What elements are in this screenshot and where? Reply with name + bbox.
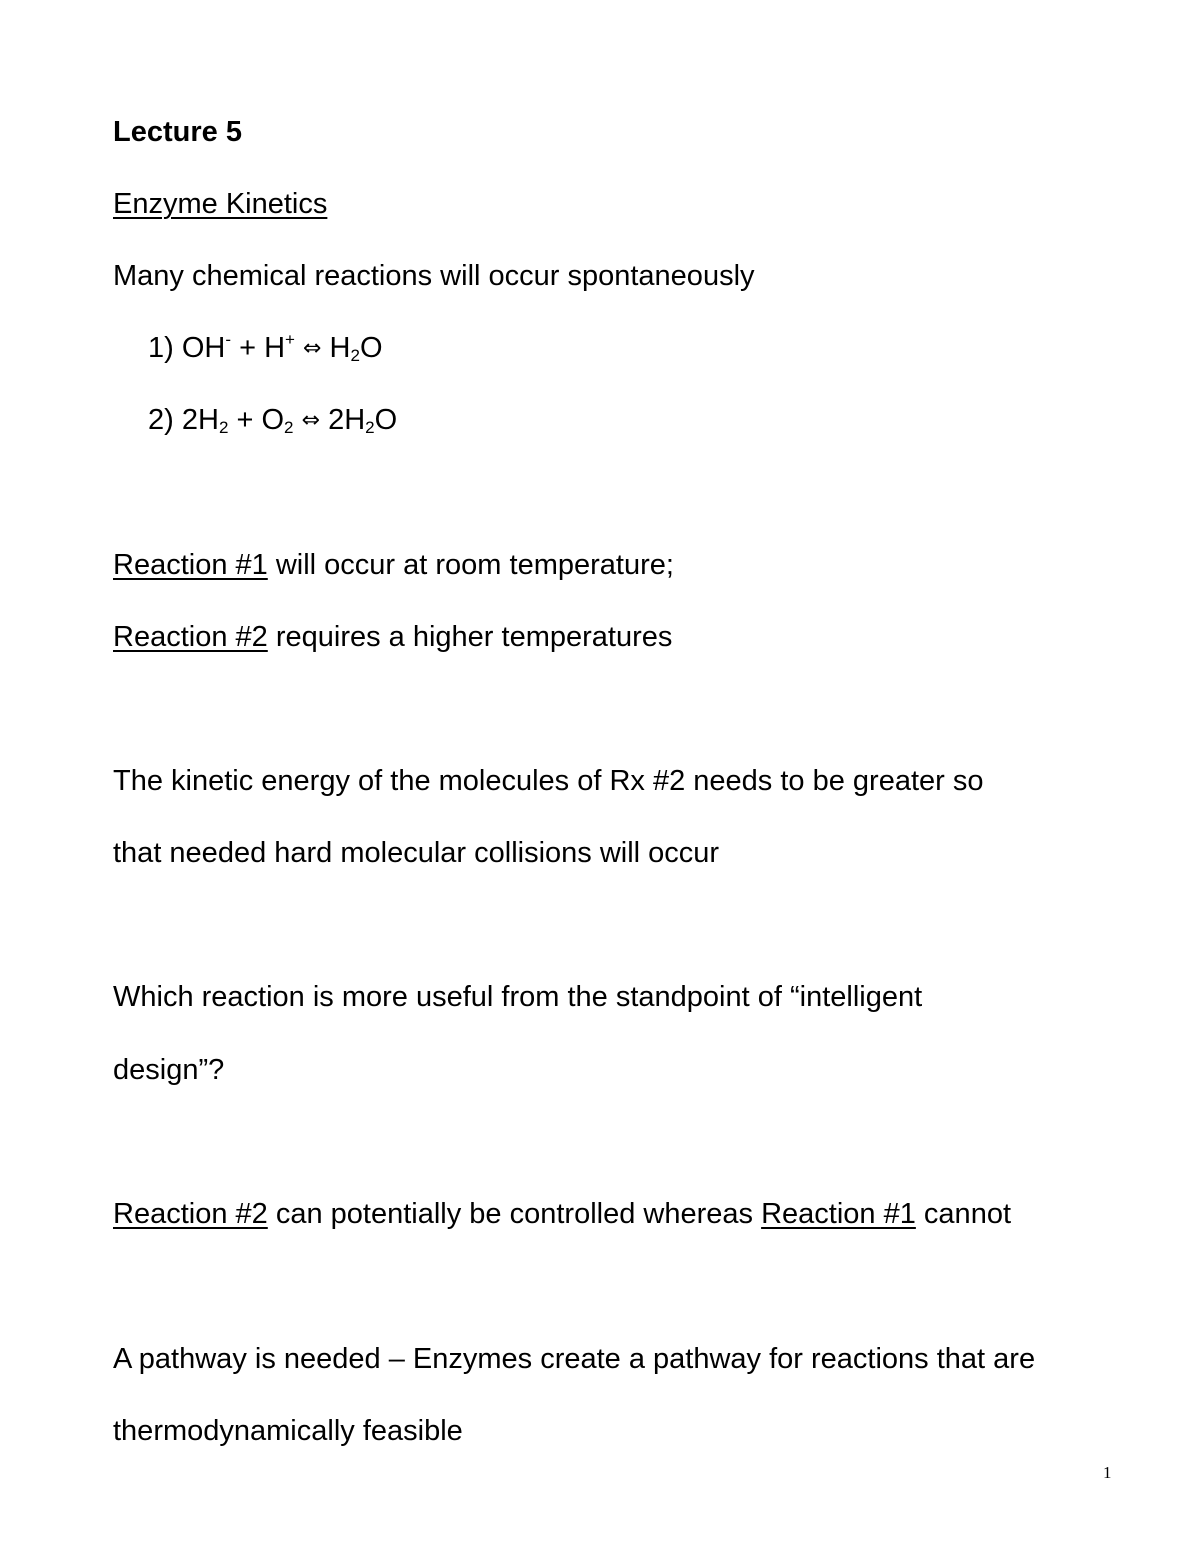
kinetic-paragraph-line-2: that needed hard molecular collisions will occur bbox=[113, 837, 720, 869]
control-middle-text: can potentially be controlled whereas bbox=[267, 1198, 762, 1230]
equation-2-number: 2) bbox=[148, 404, 174, 436]
reaction-2-note bbox=[113, 619, 672, 655]
equation-1-number: 1) bbox=[148, 332, 174, 364]
question-paragraph-line-2: design”? bbox=[113, 1054, 225, 1086]
equation-2 bbox=[148, 402, 397, 439]
reaction-2-label: Reaction #2 bbox=[113, 621, 268, 653]
pathway-paragraph-line-2: thermodynamically feasible bbox=[113, 1415, 463, 1447]
equation-2-reactant-a: $2H_2$ bbox=[181, 404, 229, 437]
equilibrium-arrow-icon: ⇔ bbox=[301, 408, 320, 433]
kinetic-paragraph-line-1: The kinetic energy of the molecules of Rx #2 needs to be greater so bbox=[113, 765, 984, 797]
equation-1 bbox=[148, 330, 383, 367]
control-line bbox=[113, 1196, 1011, 1232]
control-reaction-2-label: Reaction #2 bbox=[113, 1198, 268, 1230]
question-paragraph-line-1: Which reaction is more useful from the standpoint of “intelligent bbox=[113, 981, 923, 1013]
equilibrium-arrow-icon: ⇔ bbox=[303, 336, 322, 361]
equation-1-reactant-a: OH- bbox=[181, 330, 232, 364]
page-number: 1 bbox=[1103, 1463, 1112, 1482]
reaction-1-note bbox=[113, 547, 674, 583]
equation-2-product: $2H_2O$ bbox=[328, 404, 398, 437]
intro-text: Many chemical reactions will occur spontaneously bbox=[113, 260, 755, 292]
reaction-2-text: requires a higher temperatures bbox=[267, 621, 673, 653]
lecture-title: Lecture 5 bbox=[113, 116, 242, 148]
pathway-paragraph-line-1: A pathway is needed – Enzymes create a pathway for reactions that are bbox=[113, 1343, 1036, 1375]
equation-2-reactant-b: $O_2$ bbox=[261, 404, 294, 437]
control-end-text: cannot bbox=[915, 1198, 1012, 1230]
section-heading: Enzyme Kinetics bbox=[113, 188, 328, 220]
reaction-1-text: will occur at room temperature; bbox=[267, 549, 674, 581]
equation-1-plus: + bbox=[239, 332, 257, 364]
equation-1-reactant-b: H+ bbox=[264, 330, 295, 364]
reaction-1-label: Reaction #1 bbox=[113, 549, 268, 581]
equation-1-product: $H_2O$ bbox=[329, 332, 383, 365]
equation-2-plus: + bbox=[236, 404, 254, 436]
control-reaction-1-label: Reaction #1 bbox=[761, 1198, 916, 1230]
